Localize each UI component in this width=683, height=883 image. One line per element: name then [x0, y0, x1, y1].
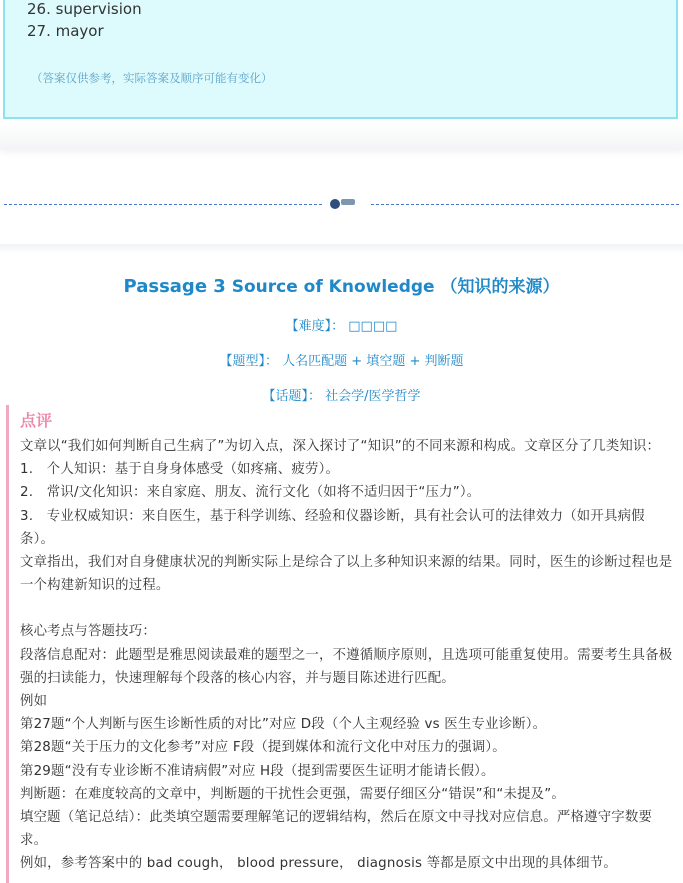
review-paragraph: 判断题：在难度较高的文章中，判断题的干扰性会更强，需要仔细区分“错误”和“未提及”。 — [20, 786, 565, 802]
logo-text-icon — [341, 199, 355, 205]
topic-label: 【话题】： — [262, 389, 321, 404]
review-paragraph: 第28题“关于压力的文化参考”对应 F段（提到媒体和流行文化中对压力的强调）。 — [20, 740, 506, 756]
answer-item: 26. supervision — [27, 0, 142, 18]
review-paragraph: 第29题“没有专业诊断不准请病假”对应 H段（提到需要医生证明才能请长假）。 — [20, 763, 495, 779]
review-section — [6, 405, 676, 883]
divider-right — [371, 204, 679, 205]
topic-value: 社会学/医学哲学 — [325, 389, 421, 404]
review-paragraph: 1. 个人知识：基于自身身体感受（如疼痛、疲劳）。 — [20, 462, 340, 478]
review-paragraph: 文章指出，我们对自身健康状况的判断实际上是综合了以上多种知识来源的结果。同时，医生的诊断过程也是一个构建新知识的过程。 — [20, 555, 673, 594]
review-paragraph: 文章以“我们如何判断自己生病了”为切入点，深入探讨了“知识”的不同来源和构成。文章区分了几类知识： — [20, 439, 661, 454]
difficulty-label: 【难度】： — [285, 319, 345, 334]
review-paragraph: 例如，参考答案中的 bad cough， blood pressure， diagnosis 等都是原文中出现的具体细节。 — [20, 856, 617, 872]
card-top — [0, 244, 683, 254]
difficulty-value: □□□□ — [348, 319, 398, 334]
answer-item: 27. mayor — [27, 22, 104, 40]
logo-icon — [330, 199, 340, 209]
review-paragraph: 例如 — [20, 694, 48, 710]
answer-box — [3, 0, 678, 119]
passage-title-lead: Passage 3 — [123, 276, 226, 297]
card-shadow — [0, 122, 683, 150]
type-row — [0, 350, 683, 369]
passage-title — [0, 272, 683, 297]
review-paragraph: 段落信息配对：此题型是雅思阅读最难的题型之一，不遵循顺序原则，且选项可能重复使用。需要考生具备极强的扫读能力，快速理解每个段落的核心内容，并与题目陈述进行匹配。 — [20, 647, 673, 686]
review-paragraph: 核心考点与答题技巧： — [20, 624, 156, 640]
review-paragraph: 2. 常识/文化知识：来自家庭、朋友、流行文化（如将不适归因于“压力”）。 — [20, 485, 481, 501]
review-title: 点评 — [20, 411, 53, 430]
topic-row — [0, 385, 683, 404]
passage-title-rest: Source of Knowledge （知识的来源） — [225, 277, 560, 297]
review-paragraph: 填空题（笔记总结）：此类填空题需要理解笔记的逻辑结构，然后在原文中寻找对应信息。严格遵守字数要求。 — [20, 810, 653, 849]
type-value: 人名匹配题 + 填空题 + 判断题 — [282, 354, 464, 369]
review-paragraph: 第27题“个人判断与医生诊断性质的对比”对应 D段（个人主观经验 vs 医生专业诊断）。 — [20, 717, 547, 733]
difficulty-row — [0, 315, 683, 334]
type-label: 【题型】： — [219, 354, 279, 369]
review-paragraph: 3. 专业权威知识：来自医生，基于科学训练、经验和仪器诊断，具有社会认可的法律效力（如开具病假条）。 — [20, 508, 645, 547]
divider-left — [4, 204, 322, 205]
review-blank-line — [20, 597, 676, 620]
answer-note: （答案仅供参考，实际答案及顺序可能有变化） — [31, 71, 273, 85]
